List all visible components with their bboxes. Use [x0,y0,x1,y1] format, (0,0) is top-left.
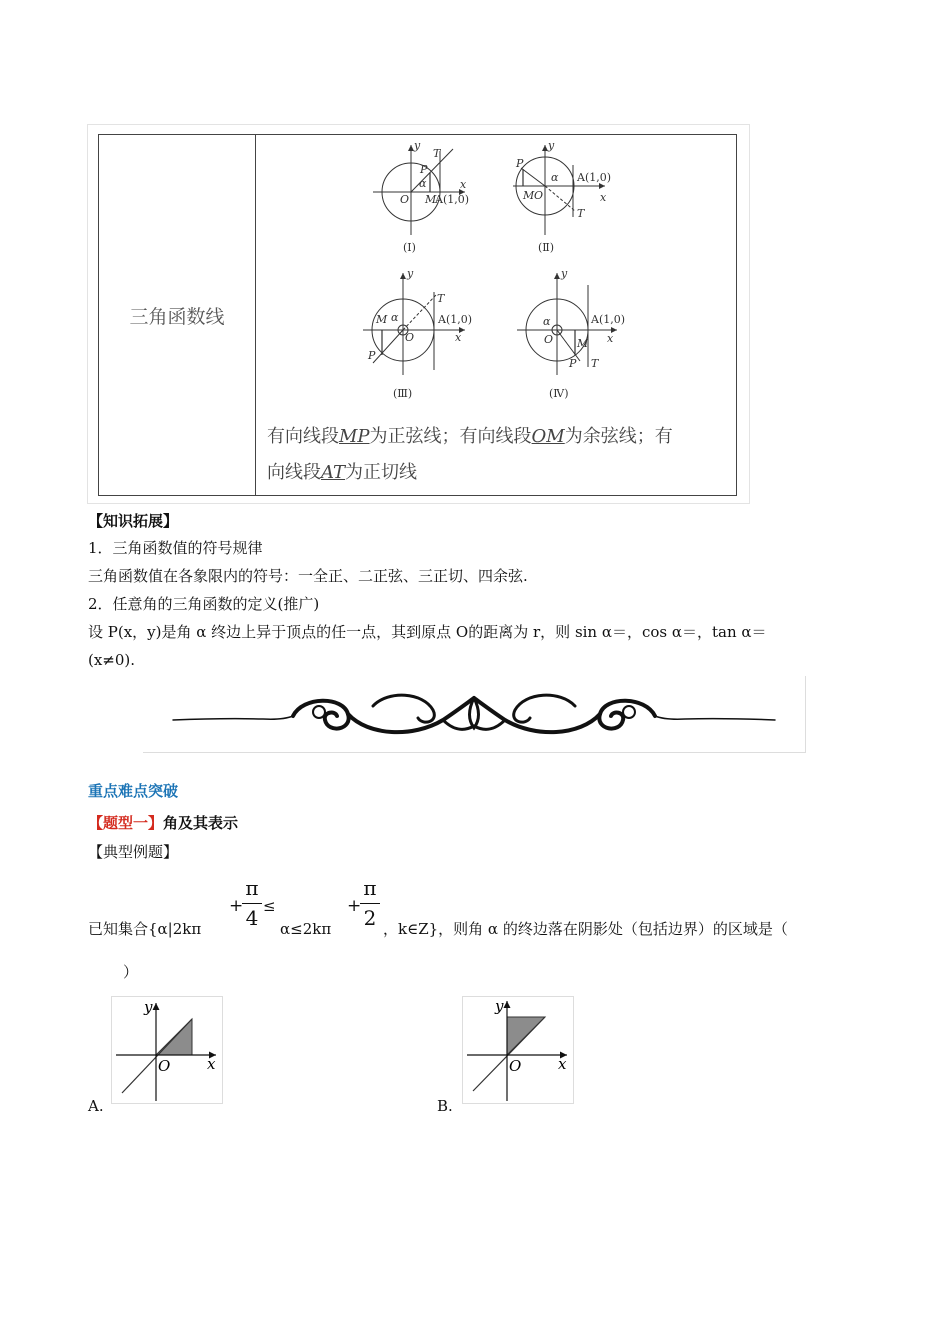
frac1-denominator: 4 [245,906,259,930]
question-type-title: 角及其表示 [163,814,239,832]
ornament-divider-box [143,676,806,753]
caption-mp: MP [339,426,370,447]
option-a-origin: O [158,1057,171,1075]
caption-text-1: 有向线段 [267,426,339,447]
knowledge-item2-line1: 设 P(x，y)是角 α 终边上异于顶点的任一点，其到原点 O的距离为 r，则 sin α＝，cos α＝，tan α＝ [88,623,767,641]
question-type-line [88,813,238,833]
question-text-b: α≤2kπ [280,920,332,938]
fig3-x: x [455,331,462,344]
fig2-alpha: α [551,171,559,184]
option-a-x: x [207,1055,216,1073]
fig4-O: O [544,333,554,346]
fig3-T: T [437,292,445,305]
knowledge-item2-title: 2．任意角的三角函数的定义(推广) [88,595,320,613]
fig4-x: x [607,332,614,345]
frac1-bar [242,903,262,904]
fig2-x: x [600,191,607,204]
option-b-label[interactable]: B. [437,1097,453,1115]
unit-circle-figures [255,135,735,415]
fig4-y: y [561,267,568,280]
option-b-graph [463,997,573,1103]
figure-1 [373,139,469,254]
fig2-T: T [577,207,585,220]
fig4-P: P [569,357,577,370]
fig4-T: T [591,357,599,370]
figure-3 [363,267,472,400]
knowledge-item1-body: 三角函数值在各象限内的符号：一全正、二正弦、三正切、四余弦. [88,567,528,585]
fig3-M: M [376,313,388,326]
section-title: 重点难点突破 [88,782,179,800]
table-caption-line1 [267,419,673,455]
knowledge-item1-title: 1．三角函数值的符号规律 [88,539,263,557]
caption-text-2: 为正弦线；有向线段 [369,426,532,447]
caption-text-5: 为正切线 [345,462,418,483]
example-heading: 【典型例题】 [88,843,179,861]
fig2-P: P [516,157,524,170]
frac2-prefix: + [347,896,362,916]
ornament-divider [143,676,805,752]
trig-lines-table-frame [87,124,750,504]
question-close-paren: ） [123,963,139,981]
fig4-alpha: α [543,315,551,328]
option-a-figure[interactable] [111,996,223,1104]
fig3-P: P [368,349,376,362]
fig1-A: A(1,0) [435,193,470,206]
fig3-A: A(1,0) [438,313,473,326]
fig1-label: (Ⅰ) [403,241,416,254]
fig1-T: T [433,147,441,160]
fig4-A: A(1,0) [591,313,626,326]
frac2-denominator: 2 [363,906,377,930]
fig2-y: y [548,139,555,152]
figure-2 [513,139,611,254]
fig3-alpha: α [391,311,399,324]
figure-4 [517,267,625,400]
fig3-label: (Ⅲ) [393,387,413,400]
question-text-c: ，k∈Z}，则角 α 的终边落在阴影处（包括边界）的区域是（ [383,920,788,938]
frac1-suffix: ≤ [263,897,276,915]
fig2-M: M [523,189,535,202]
fig1-O: O [400,193,410,206]
option-b-origin: O [509,1057,522,1075]
fig1-M: M [425,193,437,206]
option-b-y: y [495,997,504,1015]
fig2-A: A(1,0) [577,171,612,184]
fig1-P: P [420,163,428,176]
fig4-label: (Ⅳ) [549,387,569,400]
option-b-figure[interactable] [462,996,574,1104]
option-a-label[interactable]: A. [88,1097,104,1115]
fig1-alpha: α [419,177,427,190]
knowledge-heading: 【知识拓展】 [88,512,179,530]
option-a-y: y [144,998,153,1016]
fig4-M: M [577,337,589,350]
frac1-prefix: + [229,896,244,916]
question-text-a: 已知集合{α|2kπ [88,920,202,938]
question-type-tag: 【题型一】 [88,814,164,832]
caption-om: OM [531,426,565,447]
fig2-O: O [534,189,544,202]
fig3-O: O [405,331,415,344]
option-a-graph [112,997,222,1103]
option-b-x: x [558,1055,567,1073]
knowledge-item2-line2: (x≠0). [88,651,136,669]
caption-text-4: 向线段 [267,462,321,483]
table-caption-line2 [267,455,417,491]
caption-at: AT [321,462,346,483]
fig1-y: y [414,139,421,152]
frac2-numerator: π [363,876,377,900]
caption-text-3: 为余弦线；有 [564,426,673,447]
fig3-y: y [407,267,414,280]
fig1-x: x [460,178,467,191]
fig2-label: (Ⅱ) [538,241,555,254]
frac2-bar [360,903,380,904]
trig-lines-table [98,134,737,496]
table-left-cell: 三角函数线 [129,305,225,328]
frac1-numerator: π [245,876,259,900]
